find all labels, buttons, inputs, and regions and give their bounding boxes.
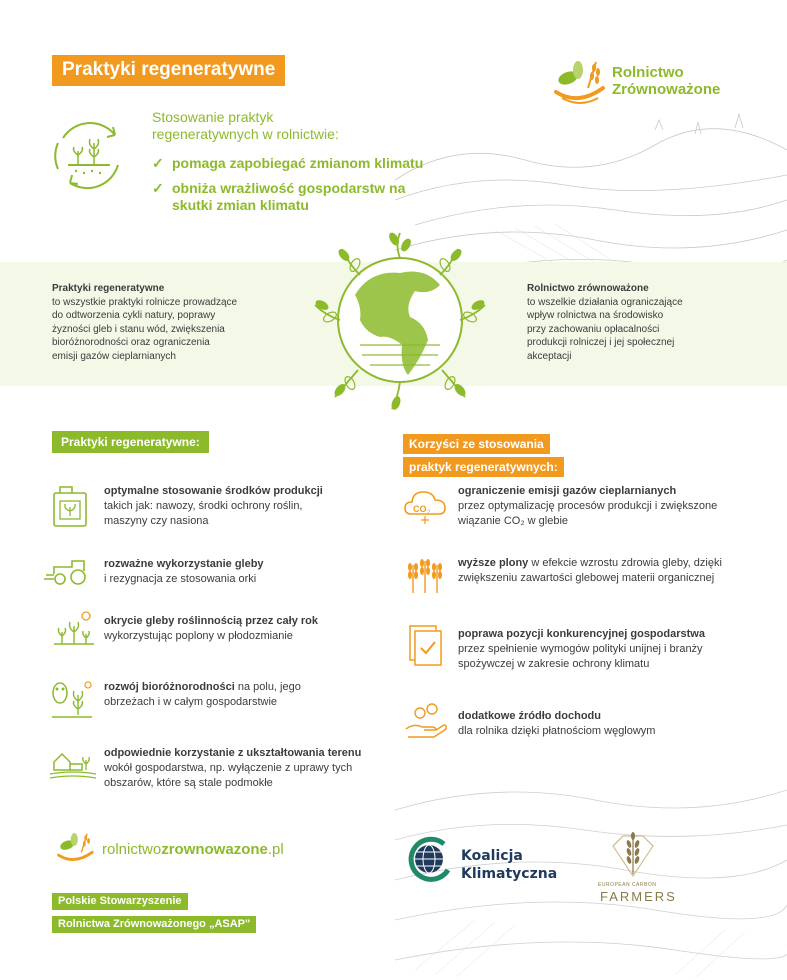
benefit-item — [458, 627, 728, 672]
practice-item — [104, 680, 344, 710]
practice-desc: wykorzystując poplony w płodozmianie — [104, 630, 293, 642]
practices-header: Praktyki regeneratywne: — [52, 431, 209, 453]
practice-desc: i rezygnacja ze stosowania orki — [104, 573, 257, 585]
koalicja-line-2: Klimatyczna — [461, 866, 558, 882]
farm-icon — [50, 748, 96, 782]
site-bold: zrownowazone — [161, 841, 268, 858]
benefit-title: wyższe plony — [458, 557, 529, 569]
brand-logo-icon — [548, 54, 610, 110]
definition-sustainable — [527, 282, 747, 363]
benefit-title: ograniczenie emisji gazów cieplarnianych — [458, 485, 677, 497]
brand-line-2: Zrównoważone — [612, 81, 721, 98]
intro-lead — [152, 109, 339, 143]
practice-desc: takich jak: nawozy, środki ochrony roślin, maszyny czy nasiona — [104, 500, 303, 527]
practice-title: okrycie gleby roślinnością przez cały rok — [104, 615, 318, 627]
benefits-header — [403, 434, 564, 480]
benefits-header-line-2: praktyk regeneratywnych: — [403, 457, 564, 477]
brand-name — [612, 64, 720, 98]
regenerative-cycle-icon — [48, 113, 130, 195]
svg-text:CO: CO — [413, 504, 427, 514]
owl-plant-icon — [50, 677, 94, 719]
definition-title: Rolnictwo zrównoważone — [527, 283, 649, 294]
benefit-desc: przez spełnienie wymogów polityki unijnej i branży spożywczej w zakresie ochrony klimatu — [458, 643, 703, 670]
practice-item — [104, 614, 364, 644]
intro-benefits-list — [152, 155, 423, 222]
koalicja-line-1: Koalicja — [461, 848, 523, 864]
farmers-tagline: EUROPEAN CARBON — [598, 882, 657, 888]
practice-title: optymalne stosowanie środków produkcji — [104, 485, 323, 497]
benefit-item — [152, 180, 412, 214]
svg-text:2: 2 — [427, 510, 431, 516]
canister-icon — [50, 483, 90, 529]
practice-item — [104, 746, 384, 791]
definition-title: Praktyki regeneratywne — [52, 283, 165, 294]
benefit-title: dodatkowe źródło dochodu — [458, 710, 601, 722]
benefit-item — [458, 556, 728, 586]
brand-logo-small-icon — [52, 828, 98, 868]
practice-item — [104, 484, 324, 529]
benefit-item — [458, 484, 718, 529]
document-check-icon — [408, 624, 444, 668]
definition-line: to wszelkie działania ograniczające — [527, 296, 683, 308]
globe-with-leaves-icon — [300, 225, 500, 415]
benefit-item — [458, 709, 728, 739]
practice-item — [104, 557, 334, 587]
intro-lead-line-1: Stosowanie praktyk — [152, 109, 274, 125]
definition-line: wpływ rolnictwa na środowisko — [527, 310, 664, 321]
benefit-item — [152, 155, 423, 172]
wheat-icon — [405, 553, 449, 595]
benefit-desc: dla rolnika dzięki płatnościom węglowym — [458, 725, 656, 737]
practice-desc: na polu, jego obrzeżach i w całym gospodarstwie — [104, 681, 301, 708]
definition-line: produkcji rolniczej i jej społecznej — [527, 337, 675, 348]
definition-line: żyzności gleb i stanu wód, zwiększenia — [52, 323, 225, 335]
definition-line: to wszystkie praktyki rolnicze prowadzące — [52, 296, 238, 308]
intro-lead-line-2: regeneratywnych w rolnictwie: — [152, 126, 339, 142]
carbon-farmers-logo-icon — [605, 826, 661, 882]
site-suffix: .pl — [267, 841, 284, 858]
definition-line: akceptacji — [527, 350, 572, 362]
benefits-header-line-1: Korzyści ze stosowania — [403, 434, 550, 454]
check-icon: ✓ — [152, 180, 164, 196]
benefit-text: obniża wrażliwość gospodarstw na skutki zmian klimatu — [172, 180, 406, 213]
benefit-title: poprawa pozycji konkurencyjnej gospodarstwa — [458, 628, 705, 640]
assoc-line-1: Polskie Stowarzyszenie — [52, 893, 188, 910]
benefit-desc: w efekcie wzrostu zdrowia gleby, dzięki zwiększeniu zawartości glebowej materii organicznej — [458, 557, 722, 584]
coins-hand-icon — [404, 701, 448, 741]
definition-regenerative — [52, 282, 282, 363]
tractor-icon — [44, 557, 94, 585]
site-prefix: rolnictwo — [102, 841, 162, 858]
association-name — [52, 893, 256, 939]
co2-cloud-icon — [403, 484, 447, 524]
seedlings-icon — [52, 610, 96, 648]
assoc-line-2: Rolnictwa Zrównoważonego „ASAP" — [52, 916, 256, 933]
benefit-text: pomaga zapobiegać zmianom klimatu — [172, 155, 424, 171]
check-icon: ✓ — [152, 155, 164, 171]
definition-line: emisji gazów cieplarnianych — [52, 350, 176, 362]
definition-line: przy zachowaniu opłacalności — [527, 323, 660, 335]
definition-line: bioróżnorodności oraz ograniczenia — [52, 337, 210, 348]
koalicja-logo-icon — [404, 834, 454, 884]
benefit-desc: przez optymalizację procesów produkcji i zwiększone wiązanie CO₂ w glebie — [458, 500, 718, 527]
website-link[interactable] — [102, 841, 284, 858]
koalicja-name — [461, 847, 557, 883]
practice-title: rozważne wykorzystanie gleby — [104, 558, 264, 570]
page-title: Praktyki regeneratywne — [52, 55, 285, 86]
brand-line-1: Rolnictwo — [612, 64, 684, 81]
farmers-name: FARMERS — [600, 889, 677, 904]
definition-line: do odtworzenia cykli natury, poprawy — [52, 310, 216, 321]
practice-title: odpowiednie korzystanie z ukształtowania terenu — [104, 747, 362, 759]
practice-title: rozwój bioróżnorodności — [104, 681, 235, 693]
practice-desc: wokół gospodarstwa, np. wyłączenie z uprawy tych obszarów, które są stale podmokłe — [104, 762, 353, 789]
